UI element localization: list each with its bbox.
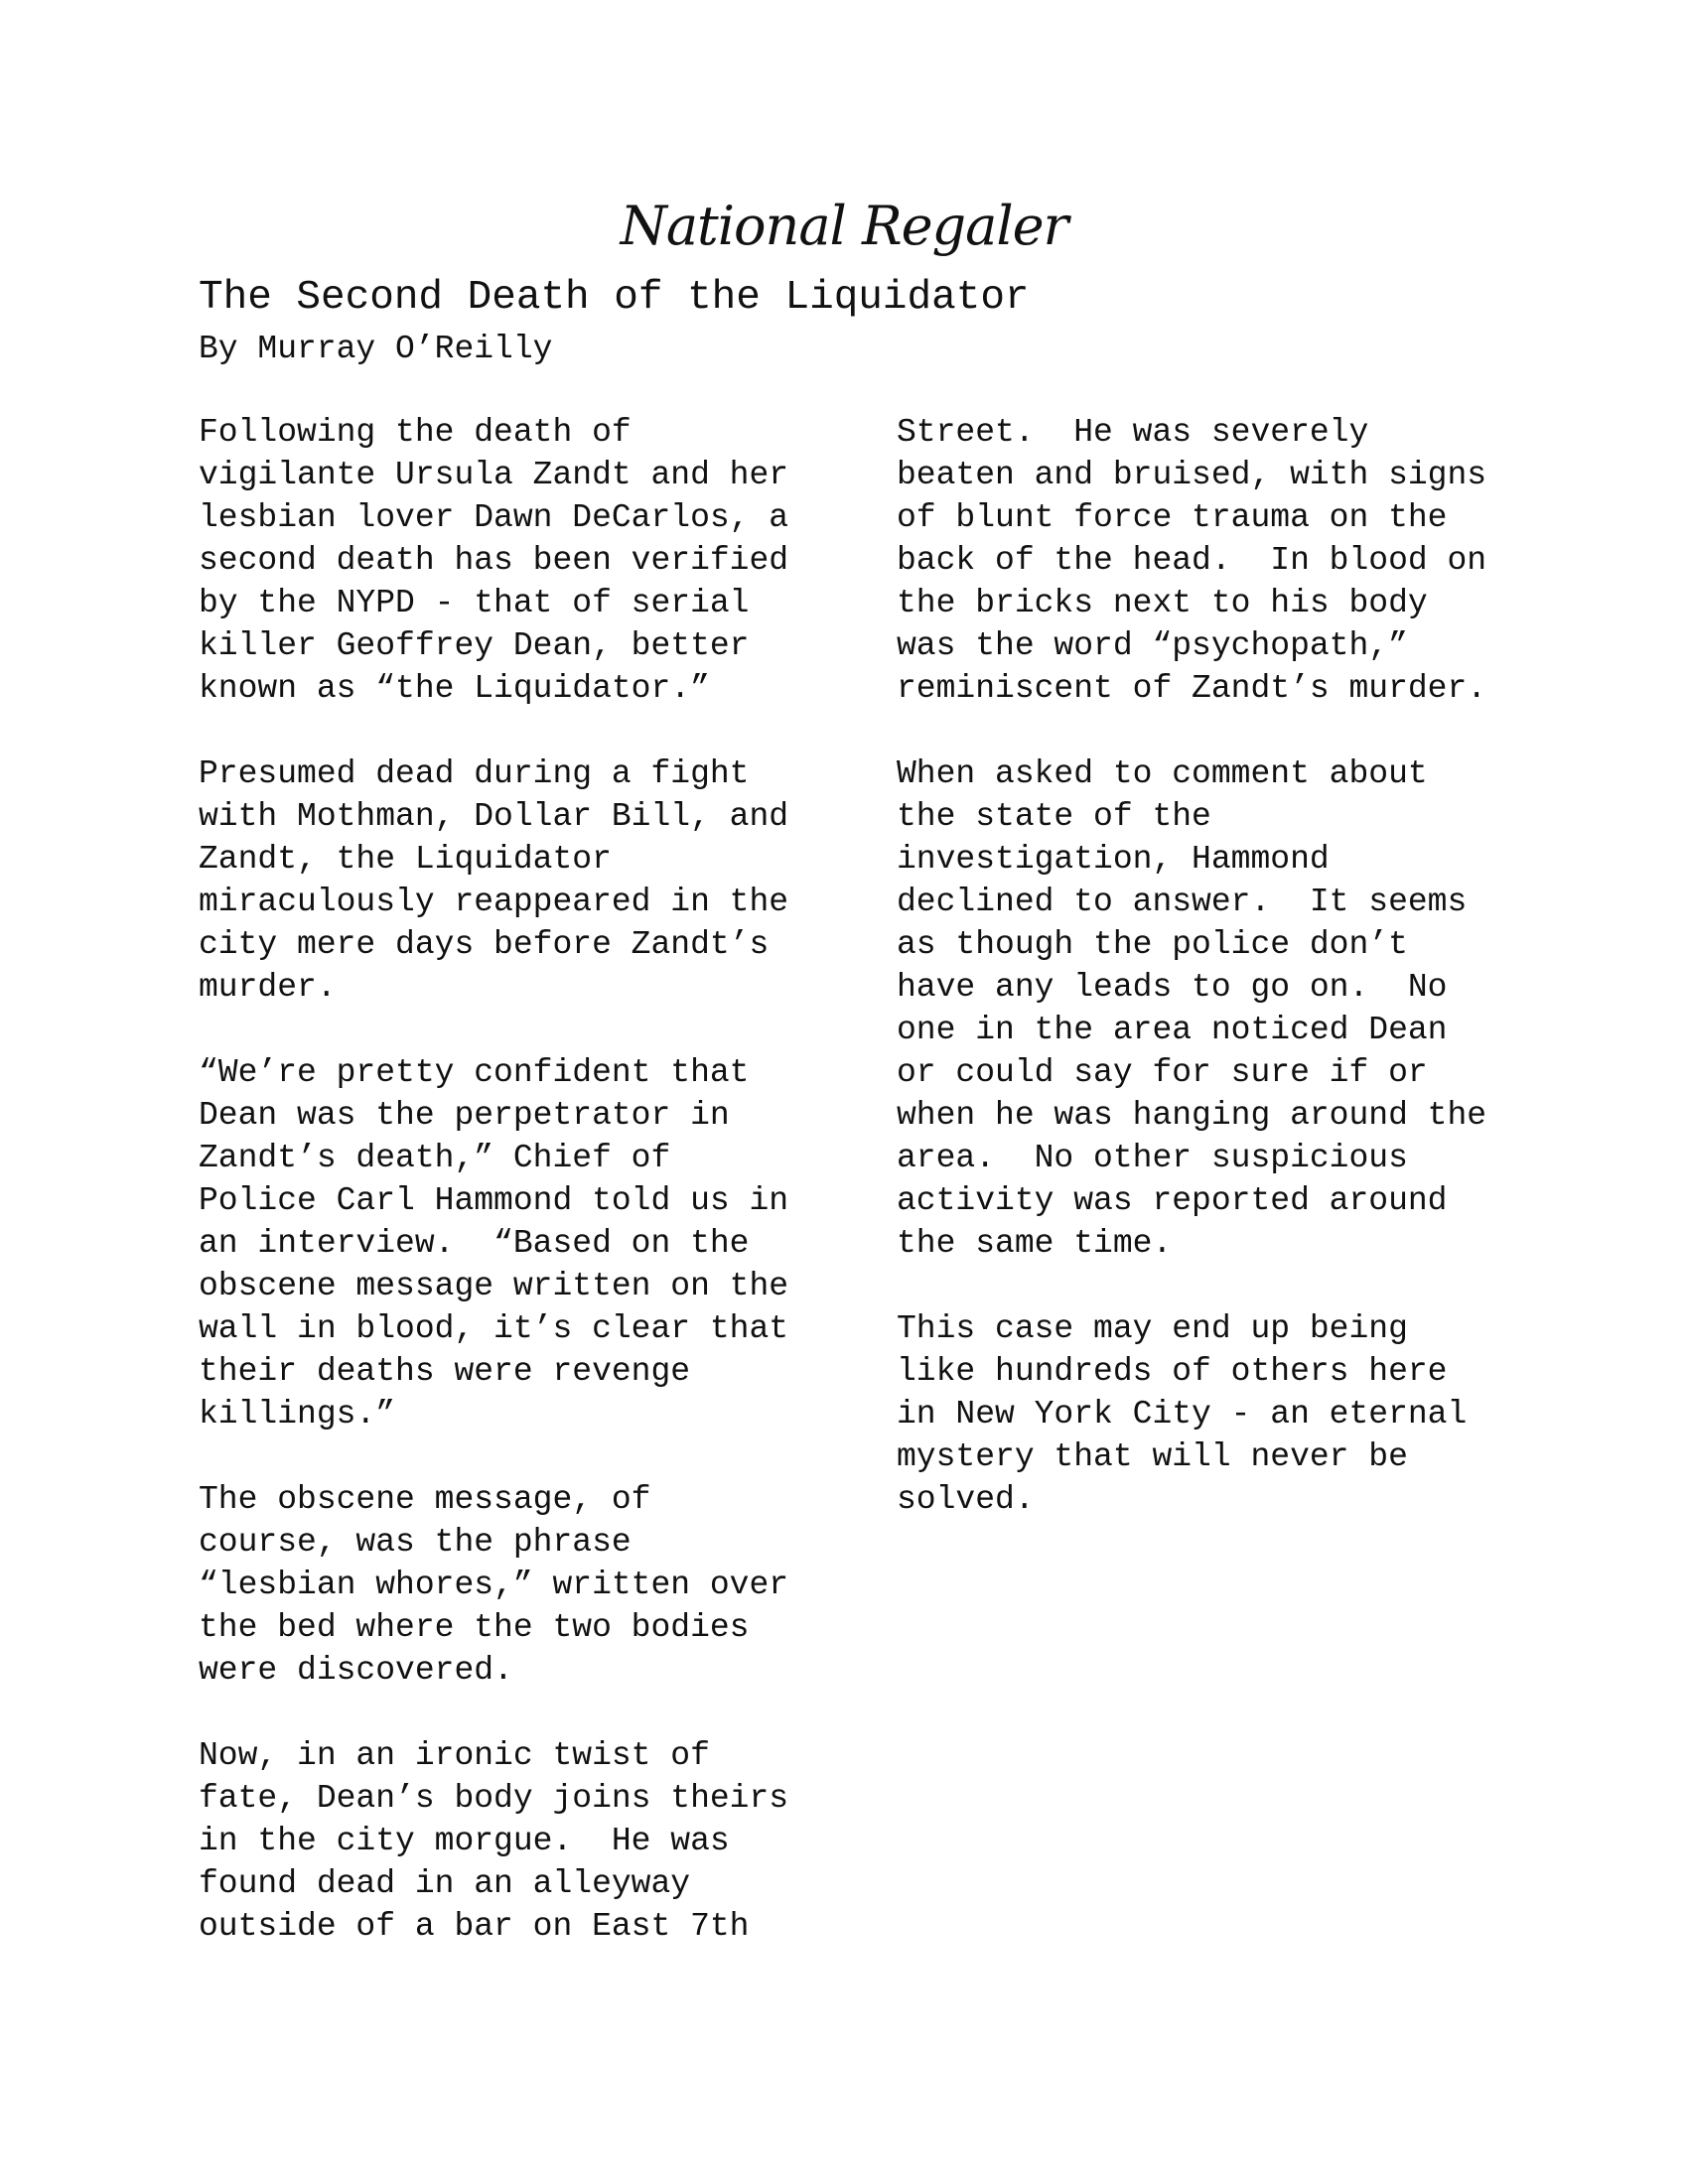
article-paragraph: “We’re pretty confident that Dean was the perpetrator in Zandt’s death,” Chief of Police Carl Hammond told us in an interview. “Based on the obscene message written on the wall in blood, it’s clear that their deaths were revenge killings.” (199, 1054, 789, 1433)
article-byline: By Murray O’Reilly (199, 331, 553, 367)
article-column-left (199, 411, 814, 1990)
article-paragraph: Presumed dead during a fight with Mothman, Dollar Bill, and Zandt, the Liquidator miraculously reappeared in the city mere days before Zandt’s murder. (199, 755, 789, 1006)
article-paragraph: When asked to comment about the state of the investigation, Hammond declined to answer. It seems as though the police don’t have any leads to go on. No one in the area noticed Dean or could say for sure if or when he was hanging around the area. No other suspicious activity was reported around the same time. (897, 755, 1487, 1262)
article-paragraph: Street. He was severely beaten and bruised, with signs of blunt force trauma on the back of the head. In blood on the bricks next to his body was the word “psychopath,” reminiscent of Zandt’s murder. (897, 414, 1487, 707)
article-paragraph: Now, in an ironic twist of fate, Dean’s body joins theirs in the city morgue. He was found dead in an alleyway outside of a bar on East 7th (199, 1737, 789, 1945)
article-paragraph: Following the death of vigilante Ursula Zandt and her lesbian lover Dawn DeCarlos, a second death has been verified by the NYPD - that of serial killer Geoffrey Dean, better known as “the Liquidator.” (199, 414, 789, 707)
article-column-right (897, 411, 1512, 1564)
article-paragraph: The obscene message, of course, was the phrase “lesbian whores,” written over the bed where the two bodies were discovered. (199, 1481, 789, 1689)
publication-masthead: National Regaler (620, 195, 1068, 257)
article-title: The Second Death of the Liquidator (199, 275, 1030, 321)
article-paragraph: This case may end up being like hundreds of others here in New York City - an eternal mystery that will never be solved. (897, 1310, 1468, 1518)
